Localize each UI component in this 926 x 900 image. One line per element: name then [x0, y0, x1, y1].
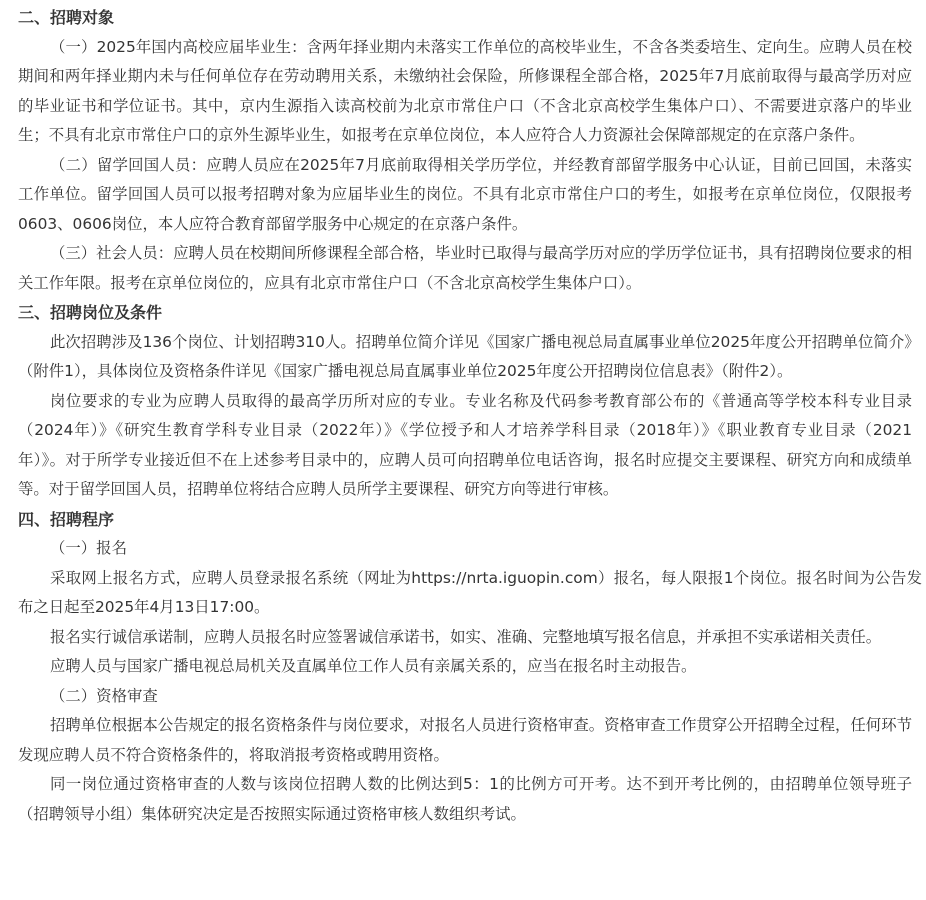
subheading-registration: （一）报名 [50, 539, 127, 557]
paragraph-online-registration: 采取网上报名方式，应聘人员登录报名系统（网址为https://nrta.iguopin.com）报名，每人限报1个岗位。报名时间为公告发布之日起至2025年4月13日17:00。 [18, 568, 922, 616]
paragraph-social-applicants: （三）社会人员：应聘人员在校期间所修课程全部合格，毕业时已取得与最高学历对应的学历学位证书，具有招聘岗位要求的相关工作年限。报考在京单位岗位的，应具有北京市常住户口（不含北京高校学生集体户口）。 [18, 244, 912, 292]
paragraph-integrity-commitment: 报名实行诚信承诺制，应聘人员报名时应签署诚信承诺书，如实、准确、完整地填写报名信息，并承担不实承诺相关责任。 [50, 627, 882, 646]
paragraph-graduates: （一）2025年国内高校应届毕业生：含两年择业期内未落实工作单位的高校毕业生，不含各类委培生、定向生。应聘人员在校期间和两年择业期内未与任何单位存在劳动聘用关系，未缴纳社会保险，所修课程全部合格，2025年7月底前取得与最高学历对应的毕业证书和学位证书。其中，京内生源指入读高校前为北京市常住户口（不含北京高校学生集体户口）、不需要进京落户的毕业生；不具有北京市常住户口的京外生源毕业生，如报考在京单位岗位，本人应符合人力资源社会保障部规定的在京落户条件。 [18, 37, 912, 144]
section-heading-positions-conditions: 三、招聘岗位及条件 [18, 303, 163, 322]
paragraph-returnees: （二）留学回国人员：应聘人员应在2025年7月底前取得相关学历学位，并经教育部留学服务中心认证，目前已回国，未落实工作单位。留学回国人员可以报考招聘对象为应届毕业生的岗位。不具有北京市常住户口的考生，如报考在京单位岗位，仅限报考0603、0606岗位，本人应符合教育部留学服务中心规定的在京落户条件。 [18, 155, 912, 233]
section-heading-procedure: 四、招聘程序 [18, 509, 115, 529]
paragraph-qualification-review: 招聘单位根据本公告规定的报名资格条件与岗位要求，对报名人员进行资格审查。资格审查工作贯穿公开招聘全过程，任何环节发现应聘人员不符合资格条件的，将取消报考资格或聘用资格。 [18, 716, 912, 764]
section-heading-recruitment-targets: 二、招聘对象 [18, 8, 115, 27]
paragraph-relative-disclosure: 应聘人员与国家广播电视总局机关及直属单位工作人员有亲属关系的，应当在报名时主动报告。 [50, 657, 697, 675]
subheading-qualification-review: （二）资格审查 [50, 686, 158, 705]
paragraph-major-requirements: 岗位要求的专业为应聘人员取得的最高学历所对应的专业。专业名称及代码参考教育部公布的《普通高等学校本科专业目录（2024年）》《研究生教育学科专业目录（2022年）》《学位授予和人才培养学科目录（2018年）》《职业教育专业目录（2021年）》。对于所学专业接近但不在上述参考目录中的，应聘人员可向招聘单位电话咨询，报名时应提交主要课程、研究方向和成绩单等。对于留学回国人员，招聘单位将结合应聘人员所学主要课程、研究方向等进行审核。 [18, 391, 912, 498]
paragraph-positions-overview: 此次招聘涉及136个岗位、计划招聘310人。招聘单位简介详见《国家广播电视总局直属事业单位2025年度公开招聘单位简介》（附件1），具体岗位及资格条件详见《国家广播电视总局直属事业单位2025年度公开招聘岗位信息表》（附件2）。 [18, 332, 912, 380]
paragraph-exam-ratio: 同一岗位通过资格审查的人数与该岗位招聘人数的比例达到5：1的比例方可开考。达不到开考比例的，由招聘单位领导班子（招聘领导小组）集体研究决定是否按照实际通过资格审核人数组织考试。 [18, 775, 912, 823]
